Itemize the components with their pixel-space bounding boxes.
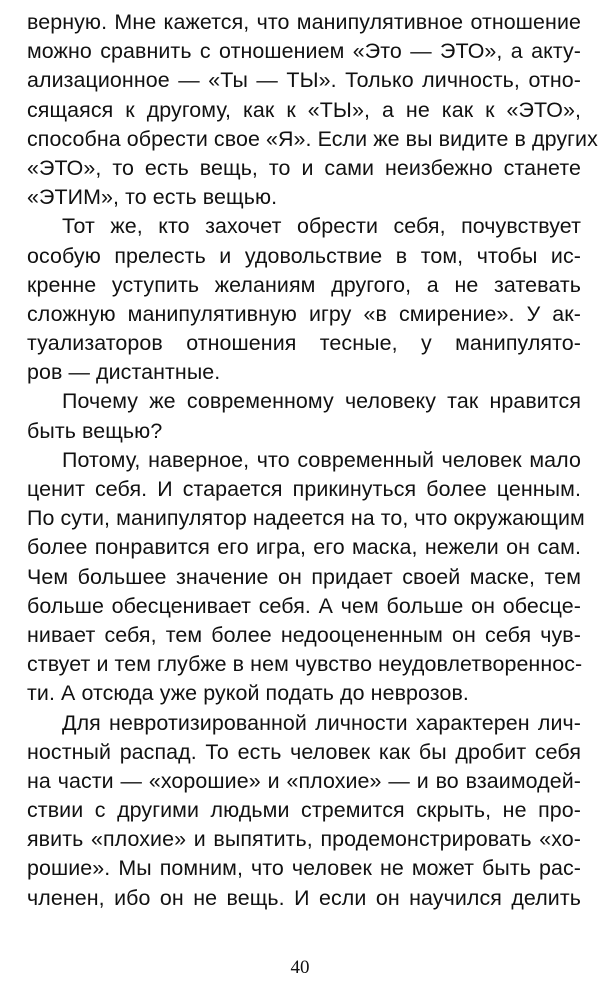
text-line: сящаяся к другому, как к «ТЫ», а не как к «ЭТО», <box>27 97 581 122</box>
text-line: сложную манипулятивную игру «в смирение». У ак- <box>27 301 581 326</box>
page-number: 40 <box>290 957 310 978</box>
text-line: особую прелесть и удовольствие в том, чтобы ис- <box>27 243 581 268</box>
text-line: «ЭТО», то есть вещь, то и сами неизбежно станете <box>27 155 581 180</box>
text-line: «ЭТИМ», то есть вещью. <box>27 185 278 210</box>
text-line: ценит себя. И старается прикинуться более ценным. <box>27 477 581 501</box>
text-line: верную. Мне кажется, что манипулятивное отношение <box>27 10 581 34</box>
text-line: ров — дистантные. <box>27 360 221 385</box>
text-line: явить «плохие» и выпятить, продемонстрировать «хо- <box>27 827 581 852</box>
text-line: Чем большее значение он придает своей маске, тем <box>27 564 581 589</box>
text-line: нивает себя, тем более недооцененным он себя чув- <box>27 622 581 647</box>
text-line: ализационное — «Ты — ТЫ». Только личность, отно- <box>27 68 581 93</box>
text-line: более понравится его игра, его маска, нежели он сам. <box>27 535 581 560</box>
text-line: кренне уступить желаниям другого, а не затевать <box>27 272 581 297</box>
text-line: ностный распад. То есть человек как бы дробит себя <box>27 739 581 764</box>
text-line: на части — «хорошие» и «плохие» — и во взаимодей- <box>27 768 581 793</box>
text-line: можно сравнить с отношением «Это — ЭТО», а акту- <box>27 39 581 64</box>
page-body-text <box>27 8 598 913</box>
text-line: быть вещью? <box>27 418 163 443</box>
text-line: Для невротизированной личности характерен лич- <box>62 710 581 735</box>
text-line: способна обрести свое «Я». Если же вы видите в других <box>27 126 598 151</box>
text-line: ти. А отсюда уже рукой подать до неврозов. <box>27 681 469 706</box>
text-line: По сути, манипулятор надеется на то, что окружающим <box>27 506 585 531</box>
text-line: ствии с другими людьми стремится скрыть, не про- <box>27 798 581 823</box>
text-line: туализаторов отношения тесные, у манипулято- <box>27 331 581 356</box>
text-line: ствует и тем глубже в нем чувство неудовлетвореннос- <box>27 652 583 677</box>
text-line: Потому, наверное, что современный человек мало <box>62 447 581 472</box>
text-line: больше обесценивает себя. А чем больше он обесце- <box>27 593 581 618</box>
text-line: Почему же современному человеку так нравится <box>62 389 581 414</box>
text-line: Тот же, кто захочет обрести себя, почувствует <box>62 214 581 239</box>
text-line: рошие». Мы помним, что человек не может быть рас- <box>27 856 581 881</box>
text-line: членен, ибо он не вещь. И если он научился делить <box>27 885 581 910</box>
